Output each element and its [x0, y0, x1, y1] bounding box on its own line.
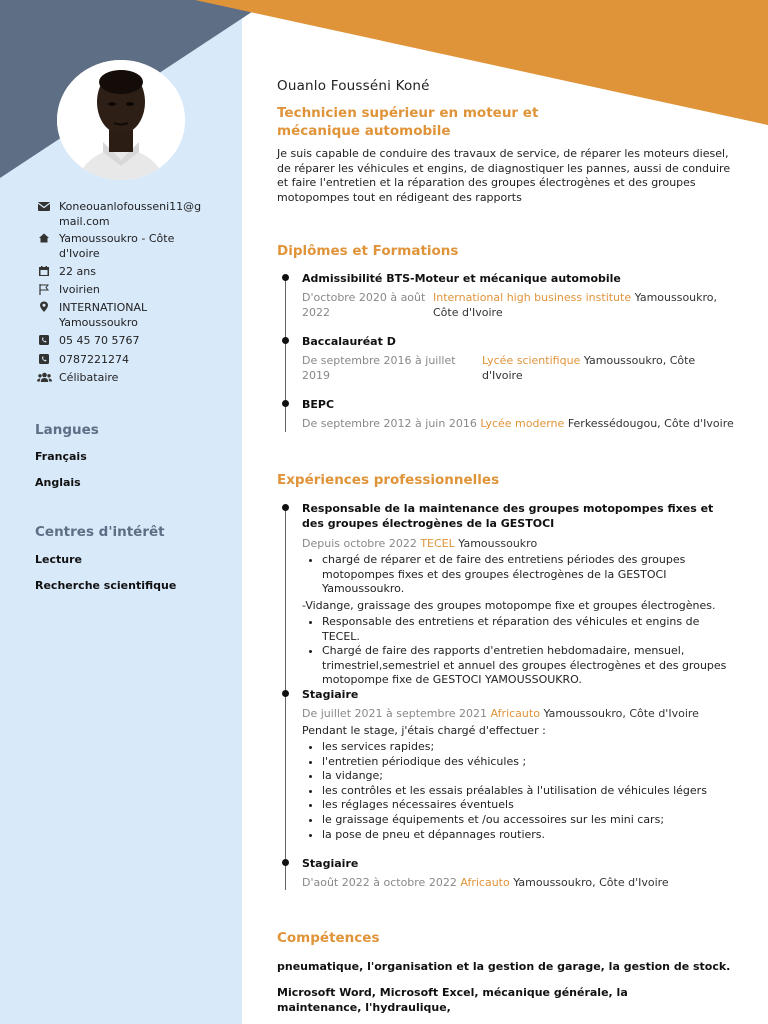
timeline-dot: [282, 504, 289, 511]
main-content: [277, 0, 747, 1024]
contact-phone-2-text: 0787221274: [59, 353, 129, 366]
education-institution: Lycée moderne: [480, 417, 565, 430]
timeline-dot: [282, 690, 289, 697]
contact-age-text: 22 ans: [59, 265, 96, 278]
timeline-dot: [282, 400, 289, 407]
education-place: [482, 353, 712, 383]
experience-bullets: [302, 740, 742, 842]
experience-company: Africauto: [490, 707, 540, 720]
education-meta: [302, 416, 752, 431]
experience-bullets: [302, 553, 732, 597]
contact-phone-1-text: 05 45 70 5767: [59, 334, 140, 347]
education-location: Ferkessédougou, Côte d'Ivoire: [567, 417, 734, 430]
profile-photo: [57, 60, 185, 180]
experience-intro: Pendant le stage, j'étais chargé d'effectuer :: [302, 724, 546, 737]
education-place: [433, 290, 733, 320]
job-title: Technicien supérieur en moteur et mécanique automobile: [277, 105, 539, 139]
contact-email-text: Koneouanlofousseni11@gmail.com: [59, 200, 202, 228]
list-item: • la vidange;: [322, 769, 742, 784]
list-item: • Responsable des entretiens et réparation des véhicules et engins de TECEL.: [322, 615, 737, 644]
education-institution: International high business institute: [433, 291, 632, 304]
education-institution: Lycée scientifique: [482, 354, 581, 367]
timeline-dot: [282, 859, 289, 866]
experience-location: Yamoussoukro, Côte d'Ivoire: [543, 707, 699, 720]
skill-item: pneumatique, l'organisation et la gestion de garage, la gestion de stock.: [277, 960, 731, 973]
experience-title: Stagiaire: [302, 857, 359, 870]
experience-line: -Vidange, graissage des groupes motopompe fixe et groupes électrogènes.: [302, 599, 716, 612]
timeline-dot: [282, 337, 289, 344]
interest-item: Lecture: [35, 553, 82, 566]
languages-heading: Langues: [35, 422, 99, 438]
experience-title: Responsable de la maintenance des groupes motopompes fixes et des groupes électrogènes de la GESTOCI: [302, 502, 714, 530]
skills-heading: Compétences: [277, 930, 380, 946]
list-item: • Chargé de faire des rapports d'entretien hebdomadaire, mensuel, trimestriel,semestriel et annuel des groupes électrogènes et des groupes motopompe fixe de GESTOCI YAMOUSSOUKRO.: [322, 644, 737, 688]
education-title: BEPC: [302, 398, 335, 411]
calendar-icon: [38, 264, 50, 278]
skill-item: Microsoft Word, Microsoft Excel, mécanique générale, la maintenance, l'hydraulique,: [277, 986, 628, 1014]
experience-company: TECEL: [420, 537, 455, 550]
language-item: Anglais: [35, 476, 81, 489]
language-item: Français: [35, 450, 87, 463]
interests-heading: Centres d'intérêt: [35, 524, 165, 540]
phone-icon: [38, 352, 50, 366]
experience-meta: [302, 706, 699, 721]
list-item: • les contrôles et les essais préalables à l'utilisation de véhicules légers: [322, 784, 742, 799]
contact-marital-status-text: Célibataire: [59, 371, 119, 384]
phone-icon: [38, 333, 50, 347]
interest-item: Recherche scientifique: [35, 579, 177, 592]
home-icon: [38, 231, 50, 245]
envelope-icon: [38, 199, 50, 213]
experience-dates: D'août 2022 à octobre 2022: [302, 876, 457, 889]
list-item: • chargé de réparer et de faire des entretiens périodes des groupes motopompes fixes et des groupes électrogènes de la GESTOCI Yamoussoukro.: [322, 553, 732, 597]
experience-bullets: [302, 615, 737, 688]
timeline-dot: [282, 274, 289, 281]
list-item: • le graissage équipements et /ou accessoires sur les mini cars;: [322, 813, 742, 828]
contact-nationality-text: Ivoirien: [59, 283, 100, 296]
map-pin-icon: [38, 300, 50, 314]
experience-meta: [302, 875, 669, 890]
education-title: Baccalauréat D: [302, 335, 396, 348]
education-location: Yamoussoukro, Côte d'Ivoire: [433, 291, 718, 319]
education-title: Admissibilité BTS-Moteur et mécanique automobile: [302, 272, 621, 285]
list-item: • les réglages nécessaires éventuels: [322, 798, 742, 813]
education-heading: Diplômes et Formations: [277, 243, 459, 259]
list-item: • les services rapides;: [322, 740, 742, 755]
experience-location: Yamoussoukro, Côte d'Ivoire: [513, 876, 669, 889]
education-location: Yamoussoukro, Côte d'Ivoire: [482, 354, 696, 382]
contact-location-text: INTERNATIONAL Yamoussoukro: [59, 301, 148, 329]
education-dates: De septembre 2016 à juillet 2019: [302, 354, 456, 382]
contact-address-text: Yamoussoukro - Côte d'Ivoire: [59, 232, 175, 260]
experience-location: Yamoussoukro: [458, 537, 538, 550]
education-dates: D'octobre 2020 à août 2022: [302, 291, 426, 319]
education-dates: De septembre 2012 à juin 2016: [302, 417, 477, 430]
flag-icon: [38, 282, 50, 296]
experience-timeline: [285, 505, 286, 890]
list-item: • l'entretien périodique des véhicules ;: [322, 755, 742, 770]
profile-summary: Je suis capable de conduire des travaux de service, de réparer les moteurs diesel, de réparer les véhicules et engins, de diagnostiquer les pannes, aussi de conduire et faire l'entretien et la réparation des groupes électrogènes et des groupes motopompes tout en rédigeant des rapports: [277, 147, 731, 204]
users-icon: [37, 370, 52, 384]
experience-company: Africauto: [460, 876, 510, 889]
person-name: Ouanlo Fousséni Koné: [277, 78, 430, 94]
experience-dates: De juillet 2021 à septembre 2021: [302, 707, 488, 720]
education-timeline: [285, 276, 286, 432]
experience-title: Stagiaire: [302, 688, 359, 701]
list-item: • la pose de pneu et dépannages routiers.: [322, 828, 742, 843]
experience-dates: Depuis octobre 2022: [302, 537, 417, 550]
experience-heading: Expériences professionnelles: [277, 472, 500, 488]
experience-meta: [302, 536, 537, 551]
